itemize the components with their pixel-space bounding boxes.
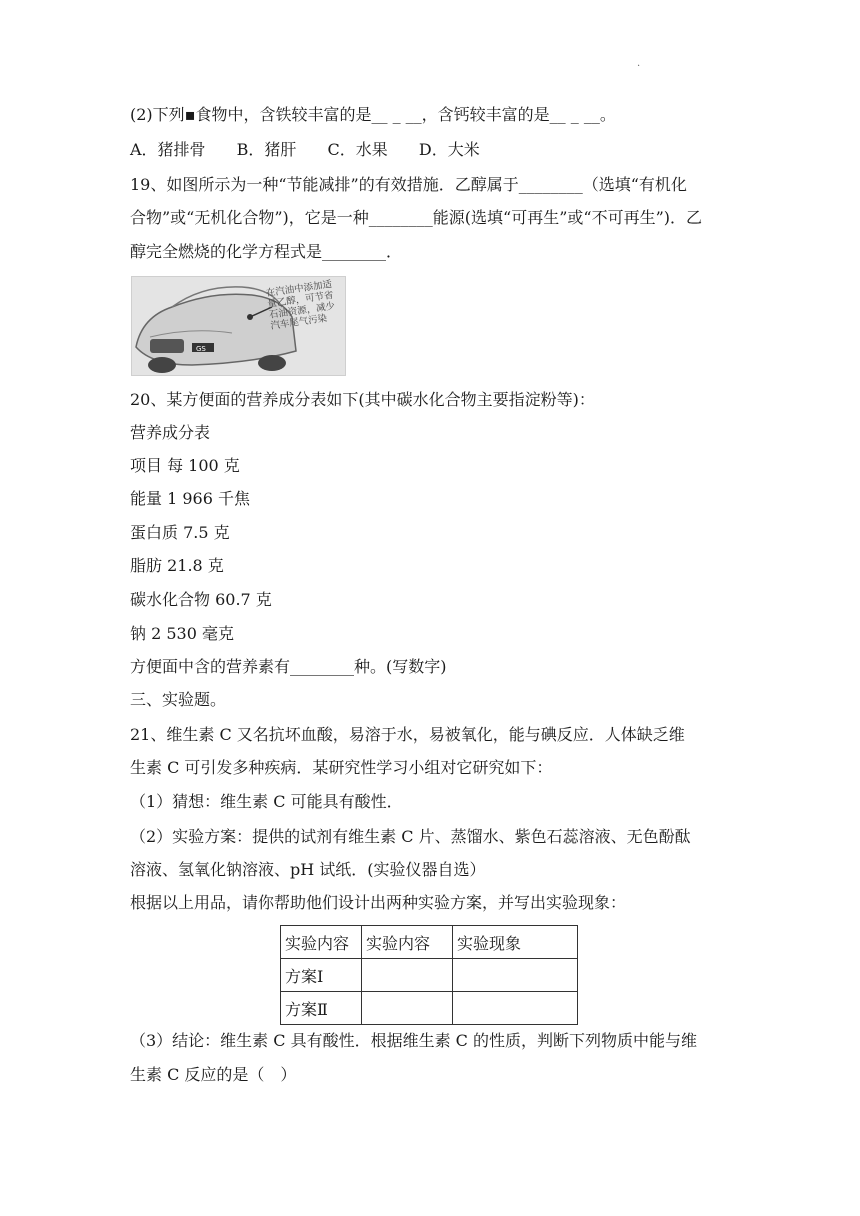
q21-instruction: 根据以上用品，请你帮助他们设计出两种实验方案，并写出实验现象： xyxy=(130,893,627,912)
option-a: A．猪排骨 xyxy=(130,140,206,159)
nutrition-row: 脂肪 21.8 克 xyxy=(130,556,224,575)
table-header-cell: 实验现象 xyxy=(453,926,578,959)
table-row xyxy=(281,992,578,1025)
photo-caption: 在汽油中添加适量乙醇，可节省石油资源，减少汽车尾气污染 xyxy=(265,278,336,332)
nutrition-table-title: 营养成分表 xyxy=(130,423,211,442)
section-heading: 三、实验题。 xyxy=(130,690,227,709)
option-d: D．大米 xyxy=(418,140,480,159)
q18-options xyxy=(130,139,506,161)
svg-text:GS: GS xyxy=(196,345,206,353)
q21-line1: 21、维生素 C 又名抗坏血酸，易溶于水，易被氧化，能与碘反应．人体缺乏维 xyxy=(130,725,685,744)
table-cell-blank xyxy=(453,992,578,1025)
page-mark: . xyxy=(637,58,641,69)
experiment-table xyxy=(280,925,578,1025)
table-cell: 方案Ⅱ xyxy=(281,992,362,1025)
q21-conclusion-line1: （3）结论：维生素 C 具有酸性．根据维生素 C 的性质，判断下列物质中能与维 xyxy=(130,1031,698,1050)
table-header-cell: 实验内容 xyxy=(362,926,453,959)
table-row xyxy=(281,959,578,992)
nutrition-row: 钠 2 530 毫克 xyxy=(130,624,234,643)
q18-part2: (2)下列▪食物中，含铁较丰富的是__ _ __，含钙较丰富的是__ _ __。 xyxy=(130,105,616,124)
nutrition-row: 能量 1 966 千焦 xyxy=(130,489,250,508)
q19-line2: 合物”或“无机化合物”)，它是一种________能源(选填“可再生”或“不可再生”)．乙 xyxy=(130,208,702,227)
q21-line2: 生素 C 可引发多种疾病．某研究性学习小组对它研究如下： xyxy=(130,758,553,777)
q21-guess: （1）猜想：维生素 C 可能具有酸性． xyxy=(130,792,403,811)
car-photo xyxy=(131,276,346,376)
table-header-row xyxy=(281,926,578,959)
nutrition-row: 项目 每 100 克 xyxy=(130,456,240,475)
q21-conclusion-line2: 生素 C 反应的是（ ） xyxy=(130,1065,297,1084)
option-b: B．猪肝 xyxy=(236,140,297,159)
table-cell: 方案Ⅰ xyxy=(281,959,362,992)
table-header-cell: 实验内容 xyxy=(281,926,362,959)
q20-question: 方便面中含的营养素有________种。(写数字) xyxy=(130,657,447,676)
table-cell-blank xyxy=(453,959,578,992)
q20-intro: 20、某方便面的营养成分表如下(其中碳水化合物主要指淀粉等)： xyxy=(130,390,595,409)
q21-plan-line1: （2）实验方案：提供的试剂有维生素 C 片、蒸馏水、紫色石蕊溶液、无色酚酞 xyxy=(130,827,691,846)
q19-line1: 19、如图所示为一种“节能减排”的有效措施．乙醇属于________（选填“有机化 xyxy=(130,175,687,194)
q21-plan-line2: 溶液、氢氧化钠溶液、pH 试纸．(实验仪器自选） xyxy=(130,860,486,879)
nutrition-row: 碳水化合物 60.7 克 xyxy=(130,590,272,609)
nutrition-row: 蛋白质 7.5 克 xyxy=(130,523,230,542)
table-cell-blank xyxy=(362,992,453,1025)
option-c: C．水果 xyxy=(327,140,388,159)
table-cell-blank xyxy=(362,959,453,992)
q19-line3: 醇完全燃烧的化学方程式是________． xyxy=(130,242,403,261)
